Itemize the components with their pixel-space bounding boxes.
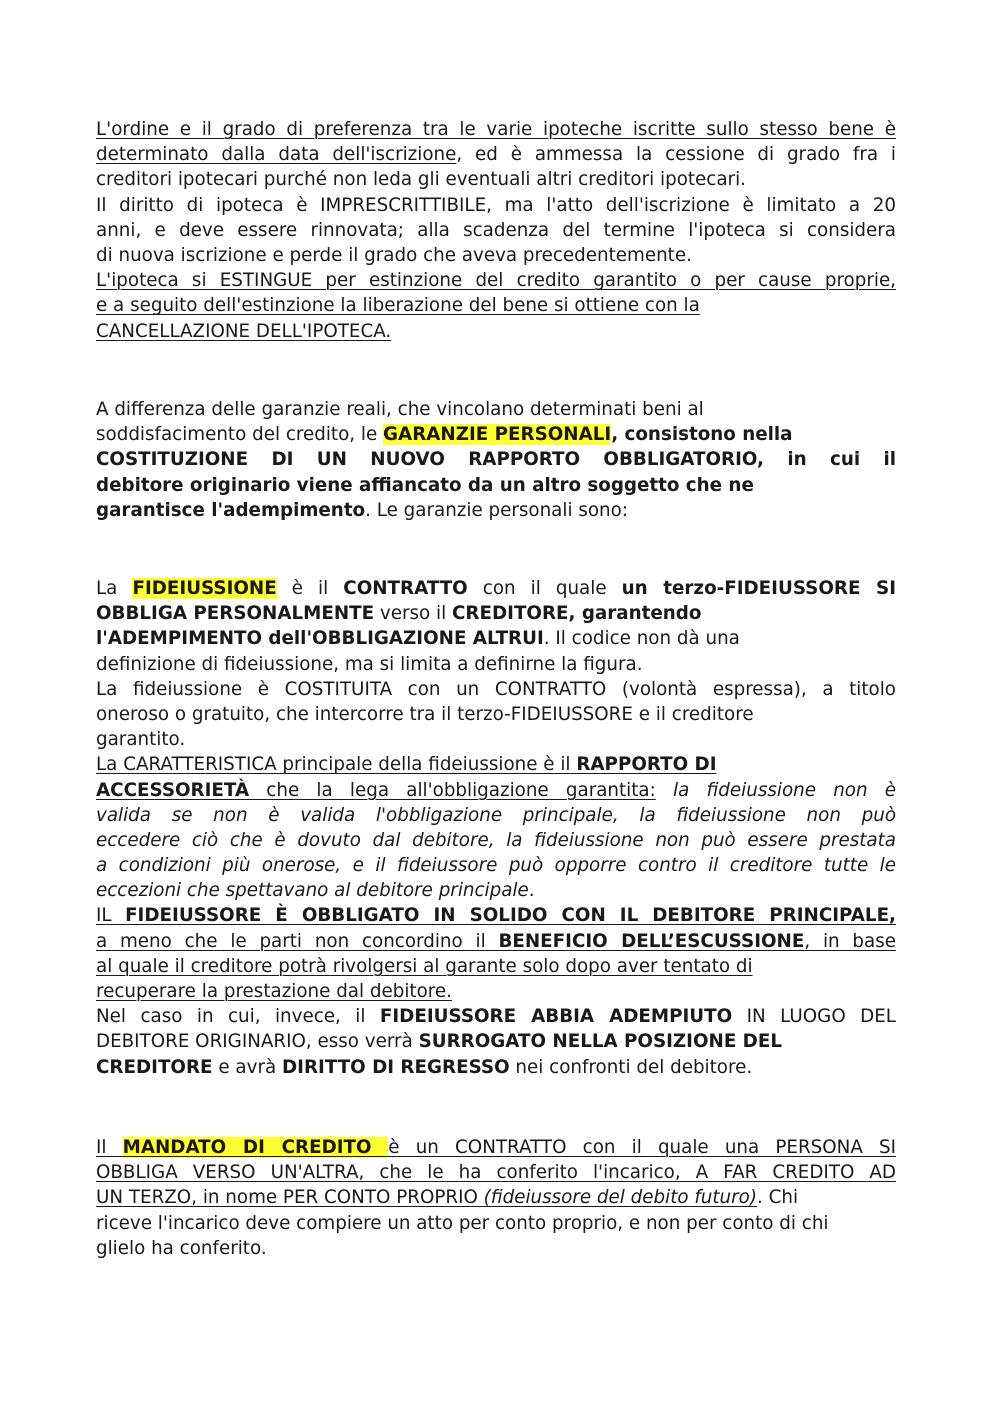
highlight-fideiussione: FIDEIUSSIONE bbox=[132, 578, 277, 599]
paragraph-mandato-di-credito bbox=[96, 1135, 896, 1261]
text-line: a condizioni più onerose, e il fideiussore può opporre contro il creditore tutte le bbox=[96, 855, 896, 877]
text-line: OBBLIGA PERSONALMENTE verso il CREDITORE, garantendo bbox=[96, 603, 702, 625]
text-line: al quale il creditore potrà rivolgersi al garante solo dopo aver tentato di bbox=[96, 955, 753, 977]
paragraph-fideiussione bbox=[96, 576, 896, 1080]
text-line: La fideiussione è COSTITUITA con un CONTRATTO (volontà espressa), a titolo bbox=[96, 678, 896, 700]
text-line: creditori ipotecari purché non leda gli eventuali altri creditori ipotecari. bbox=[96, 169, 746, 191]
text-line: glielo ha conferito. bbox=[96, 1237, 267, 1259]
text-line: eccezioni che spettavano al debitore principale. bbox=[96, 880, 535, 902]
text-line: oneroso o gratuito, che intercorre tra il terzo-FIDEIUSSORE e il creditore bbox=[96, 703, 754, 725]
text-line: Il MANDATO DI CREDITO è un CONTRATTO con il quale una PERSONA SI bbox=[96, 1137, 896, 1158]
text-line: l'ADEMPIMENTO dell'OBBLIGAZIONE ALTRUI. Il codice non dà una bbox=[96, 628, 740, 650]
text-line: IL FIDEIUSSORE È OBBLIGATO IN SOLIDO CON IL DEBITORE PRINCIPALE, bbox=[96, 905, 896, 927]
text-line: anni, e deve essere rinnovata; alla scadenza del termine l'ipoteca si considera bbox=[96, 219, 896, 241]
text-line: eccedere ciò che è dovuto dal debitore, la fideiussione non può essere prestata bbox=[96, 829, 896, 851]
text-line: ACCESSORIETÀ che la lega all'obbligazione garantita: la fideiussione non è bbox=[96, 779, 897, 801]
text-line: CANCELLAZIONE DELL'IPOTECA. bbox=[96, 320, 392, 342]
text-line: di nuova iscrizione e perde il grado che aveva precedentemente. bbox=[96, 244, 692, 266]
text-line: COSTITUZIONE DI UN NUOVO RAPPORTO OBBLIGATORIO, in cui il bbox=[96, 449, 896, 471]
text-line: garantisce l'adempimento. Le garanzie personali sono: bbox=[96, 499, 628, 521]
text-line: Il diritto di ipoteca è IMPRESCRITTIBILE, ma l'atto dell'iscrizione è limitato a 20 bbox=[96, 194, 896, 216]
text-line: a meno che le parti non concordino il BENEFICIO DELL’ESCUSSIONE, in base bbox=[96, 930, 896, 952]
text-line: OBBLIGA VERSO UN'ALTRA, che le ha conferito l'incarico, A FAR CREDITO AD bbox=[96, 1162, 896, 1184]
text-line: DEBITORE ORIGINARIO, esso verrà SURROGATO NELLA POSIZIONE DEL bbox=[96, 1031, 782, 1053]
text-line: debitore originario viene affiancato da un altro soggetto che ne bbox=[96, 474, 754, 496]
text-line: definizione di fideiussione, ma si limita a definirne la figura. bbox=[96, 653, 643, 675]
text-line: Nel caso in cui, invece, il FIDEIUSSORE ABBIA ADEMPIUTO IN LUOGO DEL bbox=[96, 1006, 896, 1028]
text-line: La CARATTERISTICA principale della fideiussione è il RAPPORTO DI bbox=[96, 754, 717, 776]
text-line: valida se non è valida l'obbligazione principale, la fideiussione non può bbox=[96, 804, 896, 826]
highlight-mandato-di-credito: MANDATO DI CREDITO bbox=[122, 1137, 389, 1158]
text-line: UN TERZO, in nome PER CONTO PROPRIO (fideiussore del debito futuro). Chi bbox=[96, 1187, 799, 1209]
text-line: soddisfacimento del credito, le GARANZIE PERSONALI, consistono nella bbox=[96, 424, 793, 446]
text-line: CREDITORE e avrà DIRITTO DI REGRESSO nei confronti del debitore. bbox=[96, 1056, 753, 1078]
text-line: determinato dalla data dell'iscrizione, ed è ammessa la cessione di grado fra i bbox=[96, 144, 896, 166]
highlight-garanzie-personali: GARANZIE PERSONALI bbox=[383, 424, 612, 446]
text-line: L'ordine e il grado di preferenza tra le varie ipoteche iscritte sullo stesso bene è bbox=[96, 119, 896, 140]
text-line: riceve l'incarico deve compiere un atto per conto proprio, e non per conto di chi bbox=[96, 1212, 829, 1234]
text-line: A differenza delle garanzie reali, che vincolano determinati beni al bbox=[96, 399, 704, 420]
paragraph-ipoteca bbox=[96, 117, 896, 344]
text-line: e a seguito dell'estinzione la liberazione del bene si ottiene con la bbox=[96, 295, 700, 317]
text-line: garantito. bbox=[96, 729, 186, 751]
text-line: L'ipoteca si ESTINGUE per estinzione del credito garantito o per cause proprie, bbox=[96, 270, 896, 292]
paragraph-garanzie-personali bbox=[96, 397, 896, 523]
text-line: La FIDEIUSSIONE è il CONTRATTO con il quale un terzo-FIDEIUSSORE SI bbox=[96, 578, 897, 599]
text-line: recuperare la prestazione dal debitore. bbox=[96, 981, 452, 1002]
